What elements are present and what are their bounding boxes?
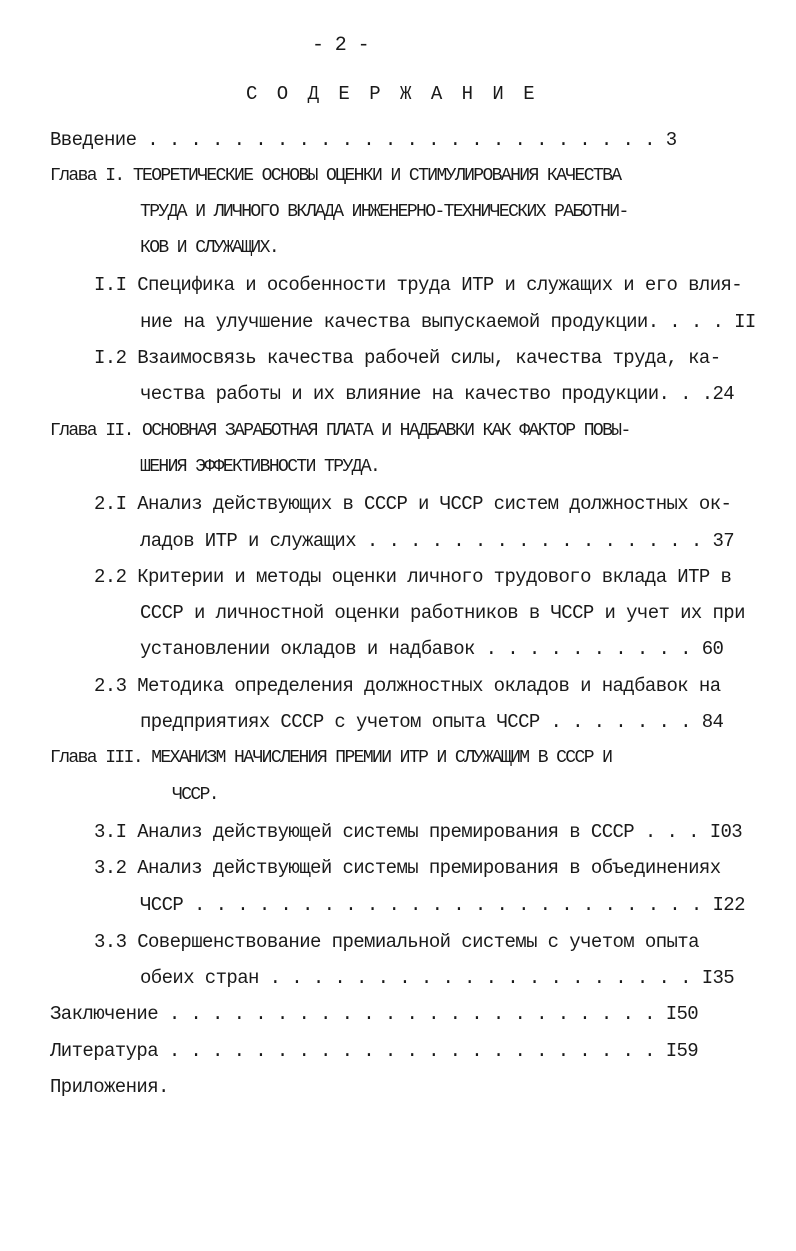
toc-section-3-3-line-1: 3.3 Совершенствование премиальной системы с учетом опыта <box>94 931 699 953</box>
toc-chapter-2-line-2: ШЕНИЯ ЭФФЕКТИВНОСТИ ТРУДА. <box>140 457 380 477</box>
toc-entry-appendices: Приложения. <box>50 1076 169 1098</box>
toc-chapter-1-line-1: Глава I. ТЕОРЕТИЧЕСКИЕ ОСНОВЫ ОЦЕНКИ И СТИМУЛИРОВАНИЯ КАЧЕСТВА <box>50 166 621 186</box>
toc-section-3-2-line-2: ЧССР . . . . . . . . . . . . . . . . . . . . . . . . I22 <box>140 894 745 916</box>
toc-section-1-1-line-1: I.I Специфика и особенности труда ИТР и служащих и его влия- <box>94 274 743 296</box>
toc-section-2-1-line-1: 2.I Анализ действующих в СССР и ЧССР систем должностных ок- <box>94 493 732 515</box>
toc-section-3-2-line-1: 3.2 Анализ действующей системы премирования в объединениях <box>94 857 721 879</box>
toc-entry-conclusion: Заключение . . . . . . . . . . . . . . . . . . . . . . . I50 <box>50 1003 699 1025</box>
toc-entry-intro: Введение . . . . . . . . . . . . . . . . . . . . . . . . 3 <box>50 129 677 151</box>
toc-section-2-1-line-2: ладов ИТР и служащих . . . . . . . . . . . . . . . . 37 <box>140 530 735 552</box>
toc-chapter-3-line-1: Глава III. МЕХАНИЗМ НАЧИСЛЕНИЯ ПРЕМИИ ИТР И СЛУЖАЩИМ В СССР И <box>50 748 612 768</box>
toc-section-2-3-line-2: предприятиях СССР с учетом опыта ЧССР . . . . . . . 84 <box>140 711 724 733</box>
toc-section-1-2-line-1: I.2 Взаимосвязь качества рабочей силы, качества труда, ка- <box>94 347 721 369</box>
toc-section-2-2-line-1: 2.2 Критерии и методы оценки личного трудового вклада ИТР в <box>94 566 732 588</box>
toc-section-2-2-line-3: установлении окладов и надбавок . . . . . . . . . . 60 <box>140 638 724 660</box>
toc-section-1-1-line-2: ние на улучшение качества выпускаемой продукции. . . . II <box>140 311 756 333</box>
toc-section-2-3-line-1: 2.3 Методика определения должностных окладов и надбавок на <box>94 675 721 697</box>
toc-section-1-2-line-2: чества работы и их влияние на качество продукции. . .24 <box>140 383 735 405</box>
toc-section-3-3-line-2: обеих стран . . . . . . . . . . . . . . . . . . . . I35 <box>140 967 735 989</box>
page-title: С О Д Е Р Ж А Н И Е <box>246 83 539 105</box>
toc-section-2-2-line-2: СССР и личностной оценки работников в ЧССР и учет их при <box>140 602 745 624</box>
toc-section-3-1: 3.I Анализ действующей системы премирования в СССР . . . I03 <box>94 821 743 843</box>
toc-chapter-2-line-1: Глава II. ОСНОВНАЯ ЗАРАБОТНАЯ ПЛАТА И НАДБАВКИ КАК ФАКТОР ПОВЫ- <box>50 421 630 441</box>
toc-chapter-1-line-3: КОВ И СЛУЖАЩИХ. <box>140 238 279 258</box>
toc-chapter-1-line-2: ТРУДА И ЛИЧНОГО ВКЛАДА ИНЖЕНЕРНО-ТЕХНИЧЕСКИХ РАБОТНИ- <box>140 202 628 222</box>
toc-chapter-3-line-2: ЧССР. <box>172 785 219 805</box>
toc-entry-literature: Литература . . . . . . . . . . . . . . . . . . . . . . . I59 <box>50 1040 699 1062</box>
page-number: - 2 - <box>312 34 370 57</box>
